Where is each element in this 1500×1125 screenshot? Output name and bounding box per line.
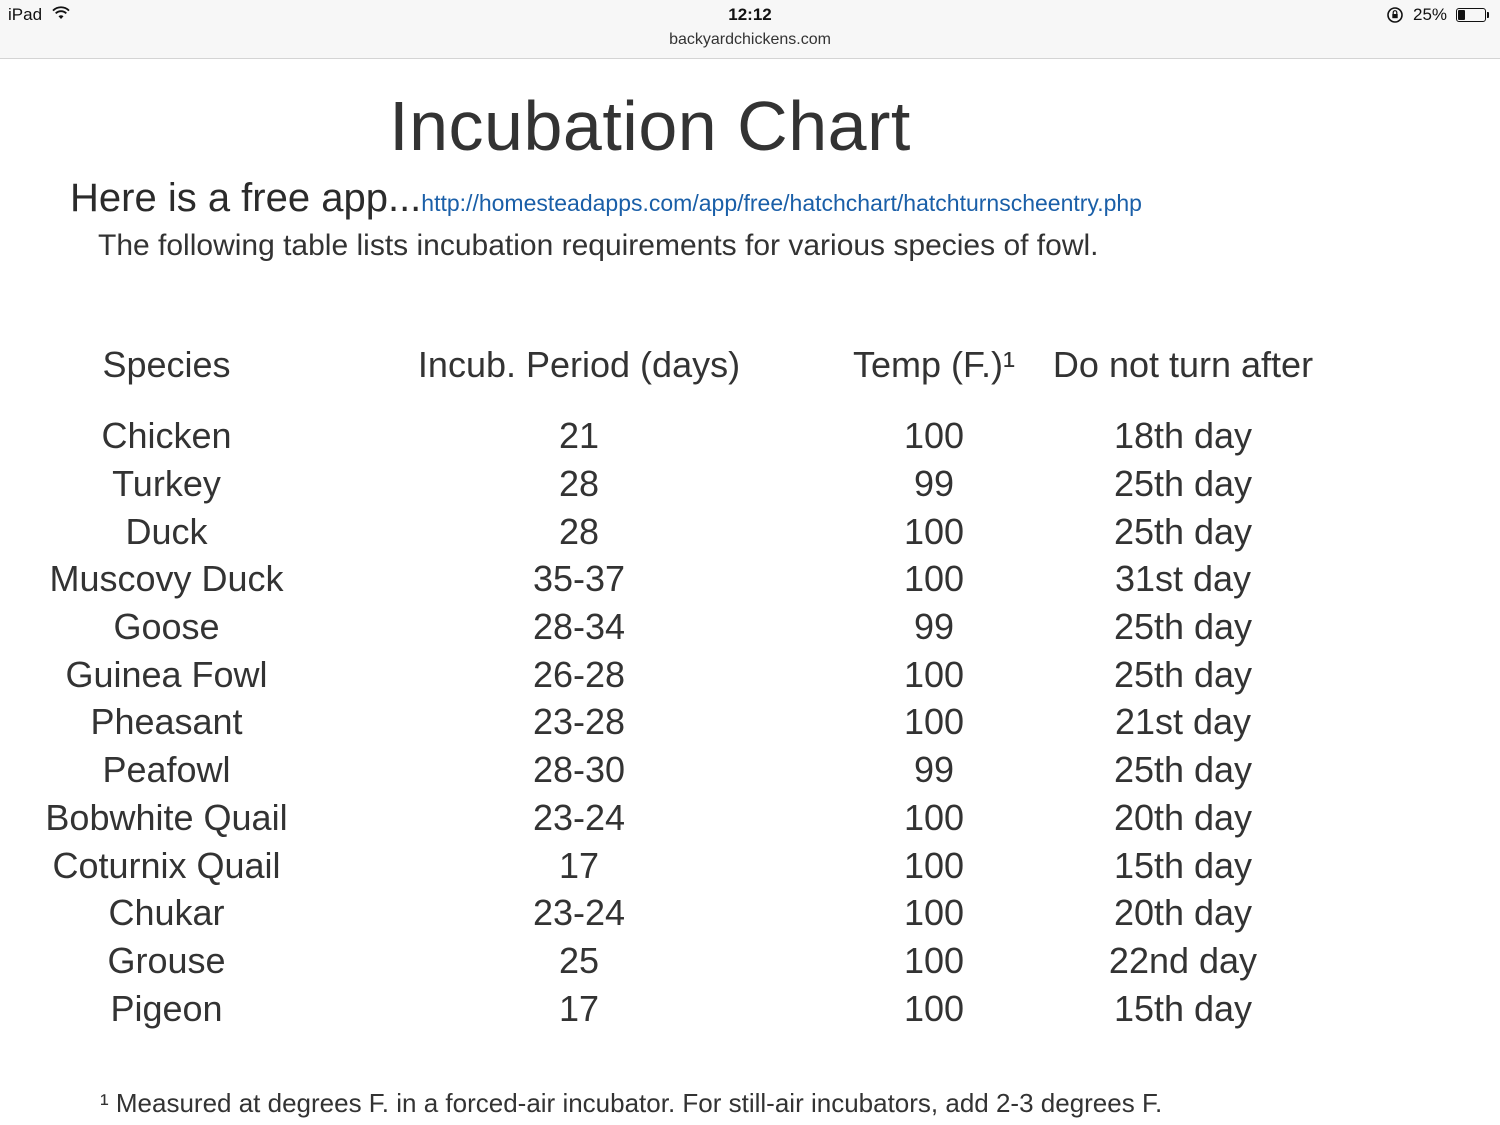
cell-species: Muscovy Duck — [49, 558, 284, 600]
cell-incubation-period: 35-37 — [532, 558, 626, 600]
cell-incubation-period: 25 — [558, 939, 600, 981]
cell-incubation-period: 23-24 — [532, 796, 626, 838]
cell-temperature: 100 — [903, 558, 965, 600]
incubation-table — [0, 316, 1323, 1032]
cell-do-not-turn-after: 20th day — [1113, 892, 1253, 934]
page-title: Incubation Chart — [389, 87, 911, 165]
cell-species: Pheasant — [90, 701, 243, 743]
intro-text: The following table lists incubation requirements for various species of fowl. — [98, 229, 1099, 262]
free-app-line — [70, 176, 1142, 221]
cell-species: Grouse — [107, 939, 226, 981]
cell-do-not-turn-after: 25th day — [1113, 653, 1253, 695]
cell-species: Coturnix Quail — [52, 844, 281, 886]
cell-species: Chukar — [108, 892, 225, 934]
device-name: iPad — [8, 5, 43, 24]
cell-species: Turkey — [112, 463, 221, 505]
table-row — [0, 746, 1323, 794]
battery-percent: 25% — [1413, 5, 1448, 24]
cell-temperature: 100 — [903, 653, 965, 695]
cell-do-not-turn-after: 25th day — [1113, 606, 1253, 648]
battery-icon — [1456, 8, 1486, 22]
cell-temperature: 100 — [903, 796, 965, 838]
table-row — [0, 460, 1323, 508]
cell-do-not-turn-after: 25th day — [1113, 749, 1253, 791]
cell-incubation-period: 28-34 — [532, 606, 626, 648]
cell-species: Pigeon — [110, 987, 223, 1029]
clock-time: 12:12 — [728, 5, 772, 24]
table-row — [0, 698, 1323, 746]
cell-temperature: 100 — [903, 510, 965, 552]
footnote: ¹ Measured at degrees F. in a forced-air incubator. For still-air incubators, add 2-3 degrees F. — [100, 1088, 1163, 1118]
cell-do-not-turn-after: 15th day — [1113, 987, 1253, 1029]
cell-temperature: 100 — [903, 987, 965, 1029]
cell-incubation-period: 28 — [558, 510, 600, 552]
cell-do-not-turn-after: 31st day — [1114, 558, 1252, 600]
cell-do-not-turn-after: 18th day — [1113, 415, 1253, 457]
table-row — [0, 841, 1323, 889]
table-row — [0, 555, 1323, 603]
battery-level-fill — [1458, 10, 1465, 20]
rotation-lock-icon — [1386, 6, 1404, 29]
cell-do-not-turn-after: 21st day — [1114, 701, 1252, 743]
cell-species: Duck — [125, 510, 208, 552]
cell-incubation-period: 17 — [558, 844, 600, 886]
cell-species: Bobwhite Quail — [45, 796, 288, 838]
cell-do-not-turn-after: 22nd day — [1108, 939, 1258, 981]
table-body — [0, 412, 1323, 1032]
cell-temperature: 100 — [903, 939, 965, 981]
cell-incubation-period: 23-28 — [532, 701, 626, 743]
table-row — [0, 794, 1323, 842]
cell-do-not-turn-after: 20th day — [1113, 796, 1253, 838]
cell-incubation-period: 23-24 — [532, 892, 626, 934]
cell-temperature: 99 — [913, 749, 955, 791]
cell-species: Goose — [113, 606, 220, 648]
table-row — [0, 412, 1323, 460]
cell-temperature: 100 — [903, 415, 965, 457]
table-row — [0, 889, 1323, 937]
cell-temperature: 100 — [903, 844, 965, 886]
header-temperature: Temp (F.)¹ — [853, 343, 1015, 385]
header-species: Species — [102, 343, 231, 385]
header-do-not-turn-after: Do not turn after — [1052, 343, 1314, 385]
status-bar — [0, 0, 1500, 59]
table-row — [0, 937, 1323, 985]
cell-species: Peafowl — [102, 749, 231, 791]
table-row — [0, 650, 1323, 698]
cell-temperature: 100 — [903, 892, 965, 934]
free-app-label: Here is a free app... — [70, 176, 422, 220]
cell-species: Chicken — [101, 415, 232, 457]
cell-incubation-period: 17 — [558, 987, 600, 1029]
cell-do-not-turn-after: 25th day — [1113, 463, 1253, 505]
cell-incubation-period: 28-30 — [532, 749, 626, 791]
cell-incubation-period: 28 — [558, 463, 600, 505]
cell-do-not-turn-after: 15th day — [1113, 844, 1253, 886]
table-header-row — [0, 316, 1323, 412]
cell-incubation-period: 26-28 — [532, 653, 626, 695]
url-bar[interactable]: backyardchickens.com — [669, 31, 831, 48]
table-row — [0, 603, 1323, 651]
battery-cap — [1487, 12, 1489, 18]
table-row — [0, 507, 1323, 555]
cell-incubation-period: 21 — [558, 415, 600, 457]
cell-do-not-turn-after: 25th day — [1113, 510, 1253, 552]
cell-species: Guinea Fowl — [65, 653, 268, 695]
cell-temperature: 99 — [913, 463, 955, 505]
table-row — [0, 984, 1323, 1032]
free-app-link[interactable]: http://homesteadapps.com/app/free/hatchchart/hatchturnscheentry.php — [421, 190, 1142, 216]
cell-temperature: 100 — [903, 701, 965, 743]
header-incubation-period: Incub. Period (days) — [417, 343, 741, 385]
cell-temperature: 99 — [913, 606, 955, 648]
